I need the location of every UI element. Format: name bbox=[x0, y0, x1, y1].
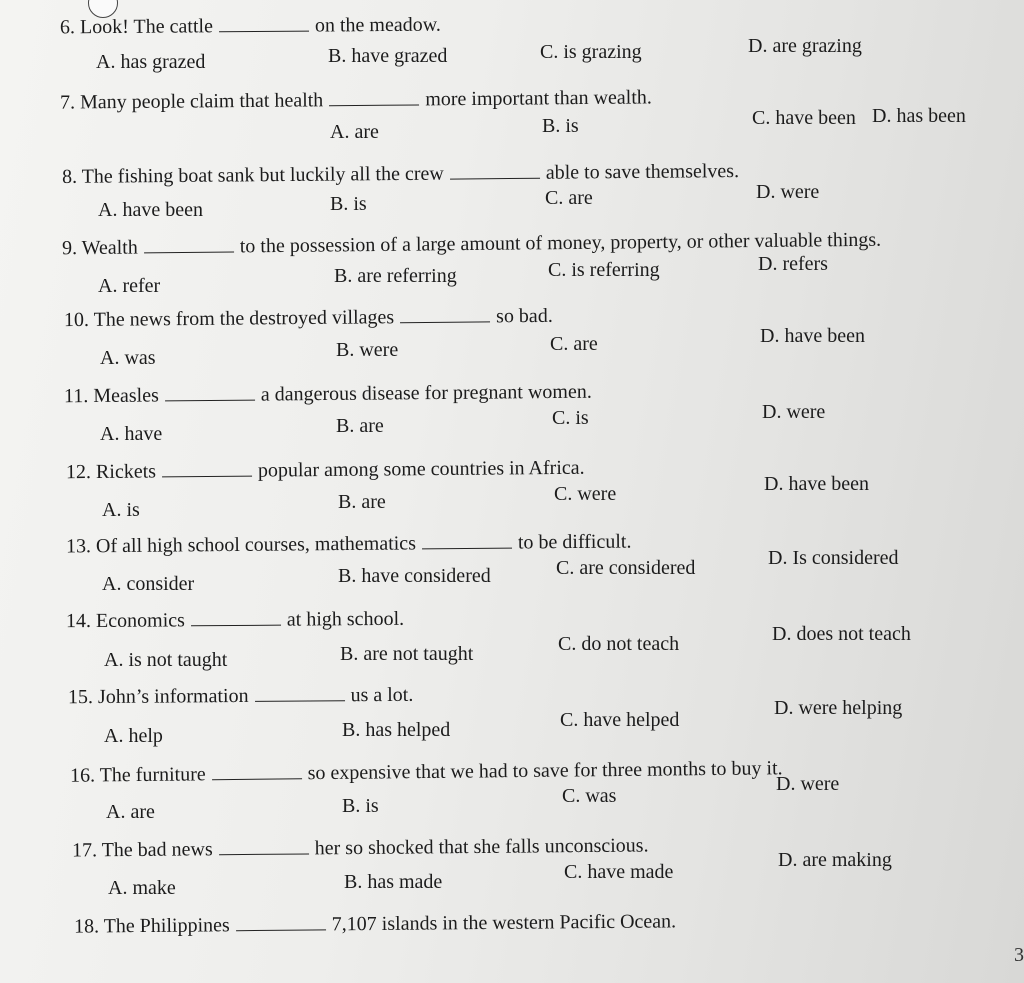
option-c[interactable]: C. have made bbox=[564, 861, 674, 883]
option-d[interactable]: D. were bbox=[756, 181, 820, 203]
question-7 bbox=[0, 80, 1024, 156]
option-d[interactable]: D. have been bbox=[764, 473, 869, 495]
option-c[interactable]: C. do not teach bbox=[558, 633, 680, 655]
answer-blank[interactable] bbox=[144, 250, 234, 253]
option-b[interactable]: B. are bbox=[336, 415, 384, 437]
option-c[interactable]: C. is referring bbox=[548, 259, 660, 281]
option-c[interactable]: C. are bbox=[550, 333, 598, 355]
question-9 bbox=[0, 222, 1024, 298]
stem-after: at high school. bbox=[286, 607, 405, 631]
question-8 bbox=[0, 150, 1024, 226]
question-14 bbox=[0, 596, 1024, 672]
answer-blank[interactable] bbox=[329, 103, 419, 106]
option-d[interactable]: D. refers bbox=[758, 253, 828, 275]
stem-after: a dangerous disease for pregnant women. bbox=[260, 380, 592, 406]
option-c[interactable]: C. was bbox=[562, 785, 617, 807]
option-d[interactable]: D. does not teach bbox=[772, 623, 911, 645]
option-c[interactable]: C. is grazing bbox=[540, 41, 642, 63]
option-b[interactable]: B. were bbox=[336, 339, 399, 361]
option-a[interactable]: A. has grazed bbox=[96, 51, 206, 73]
stem-before: 16. The furniture bbox=[69, 763, 206, 787]
option-d[interactable]: D. were bbox=[762, 401, 826, 423]
option-d[interactable]: D. were bbox=[776, 773, 840, 795]
option-c[interactable]: C. have been bbox=[752, 107, 856, 129]
stem-after: 7,107 islands in the western Pacific Ocean. bbox=[331, 910, 677, 936]
question-stem bbox=[64, 304, 553, 332]
stem-before: 7. Many people claim that health bbox=[59, 89, 324, 114]
question-12 bbox=[0, 446, 1024, 522]
option-b[interactable]: B. are bbox=[338, 491, 386, 513]
option-d[interactable]: D. were helping bbox=[774, 697, 903, 719]
stem-before: 15. John’s information bbox=[67, 684, 249, 709]
question-stem bbox=[62, 159, 739, 189]
option-a[interactable]: A. is bbox=[102, 499, 140, 521]
stem-after: to the possession of a large amount of money, property, or other valuable things. bbox=[239, 228, 882, 258]
option-a[interactable]: A. are bbox=[106, 801, 155, 823]
answer-blank[interactable] bbox=[219, 852, 309, 855]
option-c[interactable]: C. is bbox=[552, 407, 589, 429]
question-10 bbox=[0, 296, 1024, 372]
stem-before: 6. Look! The cattle bbox=[59, 15, 213, 39]
stem-before: 9. Wealth bbox=[61, 236, 138, 260]
stem-before: 11. Measles bbox=[63, 384, 159, 408]
stem-before: 12. Rickets bbox=[65, 460, 157, 484]
option-d[interactable]: D. have been bbox=[760, 325, 865, 347]
answer-blank[interactable] bbox=[422, 547, 512, 550]
page-number: 3 bbox=[1014, 944, 1024, 966]
option-a[interactable]: A. have bbox=[100, 423, 163, 445]
stem-before: 18. The Philippines bbox=[73, 914, 230, 938]
option-d[interactable]: D. are making bbox=[778, 849, 892, 871]
question-stem bbox=[74, 909, 676, 938]
stem-before: 13. Of all high school courses, mathematics bbox=[65, 532, 417, 558]
option-c[interactable]: C. have helped bbox=[560, 709, 680, 731]
question-stem bbox=[68, 683, 413, 709]
option-b[interactable]: B. has made bbox=[344, 871, 443, 893]
question-stem bbox=[66, 607, 404, 633]
stem-before: 14. Economics bbox=[65, 609, 185, 633]
option-d[interactable]: D. are grazing bbox=[748, 35, 862, 57]
stem-after: so bad. bbox=[496, 304, 553, 328]
stem-after: her so shocked that she falls unconscious. bbox=[314, 834, 649, 860]
option-a[interactable]: A. make bbox=[108, 877, 176, 899]
question-stem bbox=[72, 833, 649, 862]
option-c[interactable]: C. are considered bbox=[556, 557, 696, 579]
question-stem bbox=[70, 756, 783, 787]
stem-before: 17. The bad news bbox=[71, 838, 213, 862]
answer-blank[interactable] bbox=[255, 699, 345, 702]
stem-before: 10. The news from the destroyed villages bbox=[63, 306, 395, 332]
question-6 bbox=[0, 10, 1024, 86]
question-stem bbox=[64, 380, 592, 409]
stem-after: able to save themselves. bbox=[545, 160, 740, 184]
question-13 bbox=[0, 520, 1024, 596]
option-b[interactable]: B. is bbox=[330, 193, 367, 215]
option-b[interactable]: B. are not taught bbox=[340, 643, 474, 665]
option-a[interactable]: A. are bbox=[330, 121, 379, 143]
option-d[interactable]: D. Is considered bbox=[768, 547, 899, 569]
answer-blank[interactable] bbox=[236, 928, 326, 931]
question-15 bbox=[0, 672, 1024, 748]
answer-blank[interactable] bbox=[165, 399, 255, 402]
option-a[interactable]: A. have been bbox=[98, 199, 203, 221]
answer-blank[interactable] bbox=[450, 177, 540, 180]
option-b[interactable]: B. are referring bbox=[334, 265, 457, 287]
option-b[interactable]: B. is bbox=[342, 795, 379, 817]
answer-blank[interactable] bbox=[191, 624, 281, 627]
stem-after: on the meadow. bbox=[314, 13, 441, 37]
answer-blank[interactable] bbox=[162, 475, 252, 478]
option-a[interactable]: A. is not taught bbox=[104, 649, 228, 671]
option-b[interactable]: B. is bbox=[542, 115, 579, 137]
question-18 bbox=[0, 898, 1024, 974]
stem-after: more important than wealth. bbox=[425, 86, 652, 111]
answer-blank[interactable] bbox=[212, 777, 302, 780]
stem-before: 8. The fishing boat sank but luckily all the crew bbox=[61, 162, 444, 188]
option-a[interactable]: A. refer bbox=[98, 275, 161, 297]
option-a[interactable]: A. was bbox=[100, 347, 156, 369]
option-a[interactable]: A. help bbox=[104, 725, 163, 747]
option-c[interactable]: C. are bbox=[545, 187, 593, 209]
question-11 bbox=[0, 370, 1024, 446]
stem-after: so expensive that we had to save for three months to buy it. bbox=[307, 757, 783, 785]
option-c[interactable]: C. were bbox=[554, 483, 617, 505]
option-b[interactable]: B. have grazed bbox=[328, 45, 448, 67]
option-b[interactable]: B. have considered bbox=[338, 565, 491, 587]
stem-after: popular among some countries in Africa. bbox=[257, 456, 585, 482]
option-a[interactable]: A. consider bbox=[102, 573, 195, 595]
question-stem bbox=[60, 85, 652, 114]
stem-after: us a lot. bbox=[350, 683, 414, 707]
option-d[interactable]: D. has been bbox=[872, 105, 966, 127]
question-stem bbox=[66, 530, 632, 559]
question-stem bbox=[60, 13, 441, 40]
question-stem bbox=[66, 456, 585, 485]
option-b[interactable]: B. has helped bbox=[342, 719, 451, 741]
question-16 bbox=[0, 748, 1024, 824]
answer-blank[interactable] bbox=[219, 30, 309, 33]
question-17 bbox=[0, 824, 1024, 900]
answer-blank[interactable] bbox=[400, 320, 490, 323]
stem-after: to be difficult. bbox=[517, 530, 632, 554]
